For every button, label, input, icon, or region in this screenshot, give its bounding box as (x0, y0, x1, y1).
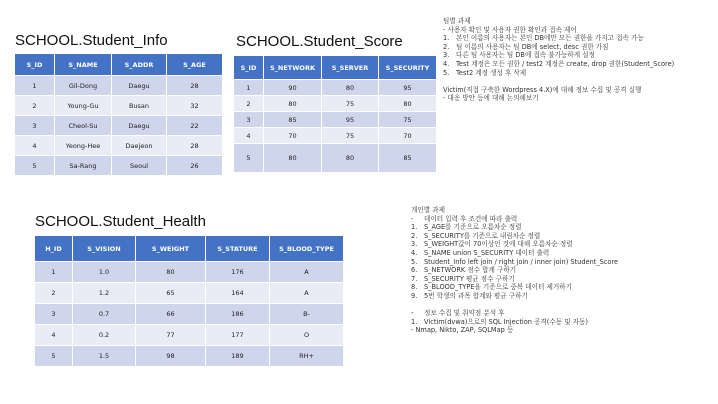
table-cell: 80 (322, 144, 379, 173)
column-header: S_VISION (73, 236, 136, 262)
list-item-text: S_SECURITY 평균 점수 구하기 (424, 274, 515, 283)
spacer-line (411, 301, 618, 310)
list-item-text: Victim(dvwa)으로의 SQL Injection 공격(수동 및 자동) (424, 317, 588, 326)
table-cell: Seoul (112, 156, 167, 176)
table-cell: 4 (35, 325, 73, 346)
table-cell: 65 (136, 283, 206, 304)
list-item (411, 215, 618, 224)
table-cell: 1.2 (73, 283, 136, 304)
table-cell: 75 (322, 128, 379, 144)
table-row (35, 304, 344, 325)
list-item-text: 데이터 입력 후 조건에 따라 출력 (424, 214, 518, 223)
column-header: S_BLOOD_TYPE (270, 236, 344, 262)
table-cell: Yeong-Hee (55, 136, 112, 156)
list-item (411, 292, 618, 301)
table-row (35, 346, 344, 367)
list-item-number: 3. (411, 240, 418, 249)
table-row (234, 128, 437, 144)
list-item-text: 팀 이름의 사용자는 팀 DB에 select, desc 권한 가짐 (456, 42, 609, 51)
list-item (443, 60, 674, 69)
table-cell: 0.2 (73, 325, 136, 346)
list-item (411, 240, 618, 249)
list-item-number: 3. (443, 51, 450, 60)
table-cell: 95 (379, 80, 437, 96)
table-row (15, 116, 223, 136)
table-row (35, 325, 344, 346)
table-cell: 3 (35, 304, 73, 325)
list-item (411, 309, 618, 318)
table-cell: 3 (234, 112, 264, 128)
list-item (443, 94, 674, 103)
list-item-number: 2. (411, 231, 418, 240)
list-item (411, 283, 618, 292)
table-cell: 80 (136, 262, 206, 283)
table-cell: 32 (167, 96, 223, 116)
table-cell: 98 (136, 346, 206, 367)
column-header: S_AGE (167, 54, 223, 76)
list-item-text: S_BLOOD_TYPE을 기준으로 중복 데이터 제거하기 (424, 283, 572, 292)
list-item-text: S_NETWORK 점수 합계 구하기 (424, 266, 517, 275)
student-health-title: SCHOOL.Student_Health (35, 213, 206, 230)
list-item-text: Student_Info left join / right join / inner join) Student_Score (424, 257, 619, 266)
table-cell: Daegu (112, 76, 167, 96)
student-info-title: SCHOOL.Student_Info (15, 32, 168, 49)
list-item-text: S_SECURITY를 기준으로 내림차순 정렬 (424, 231, 541, 240)
table-cell: 0.7 (73, 304, 136, 325)
table-cell: 22 (167, 116, 223, 136)
table-cell: 3 (15, 116, 55, 136)
column-header: S_SECURITY (379, 56, 437, 80)
table-cell: A (270, 283, 344, 304)
table-row (15, 136, 223, 156)
individual-task-notes (411, 206, 618, 335)
table-cell: 189 (206, 346, 270, 367)
column-header: S_NETWORK (264, 56, 322, 80)
table-row (35, 262, 344, 283)
table-cell: 70 (379, 128, 437, 144)
table-cell: 176 (206, 262, 270, 283)
table-cell: 80 (264, 144, 322, 173)
table-cell: 85 (379, 144, 437, 173)
list-item-text: 본인 이름의 사용자는 본인 DB에만 모든 권한을 가지고 접속 가능 (456, 34, 644, 43)
list-item-text: Victim(직접 구축한 Wordpress 4.X)에 대해 정보 수집 및 공격 실행 (443, 85, 642, 94)
table-cell: Daegu (112, 116, 167, 136)
table-cell: Cheol-Su (55, 116, 112, 136)
list-item-text: - 사용자 확인 및 사용자 권한 확인과 접속 제어 (443, 25, 577, 34)
table-row (15, 96, 223, 116)
list-item-text: 5번 학생의 과목 합계와 평균 구하기 (424, 291, 528, 300)
table-cell: 77 (136, 325, 206, 346)
table-cell: 5 (15, 156, 55, 176)
table-cell: 70 (264, 128, 322, 144)
table-cell: 95 (322, 112, 379, 128)
table-cell: 1 (15, 76, 55, 96)
list-item (443, 26, 674, 35)
table-cell: 186 (206, 304, 270, 325)
list-item-number: 4. (443, 59, 450, 68)
column-header: S_ID (15, 54, 55, 76)
list-item (443, 34, 674, 43)
table-cell: 4 (15, 136, 55, 156)
table-cell: 2 (15, 96, 55, 116)
table-cell: 1 (35, 262, 73, 283)
column-header: S_STATURE (206, 236, 270, 262)
table-cell: 2 (35, 283, 73, 304)
list-item-number: 6. (411, 266, 418, 275)
individual-task-heading: 개인별 과제 (411, 206, 445, 214)
list-item-text: 정보 수집 및 취약점 분석 후 (424, 309, 505, 318)
spacer-line (443, 77, 674, 86)
table-cell: 5 (35, 346, 73, 367)
table-cell: 164 (206, 283, 270, 304)
column-header: S_NAME (55, 54, 112, 76)
column-header: S_ID (234, 56, 264, 80)
list-item-text: 다른 팀 사용자는 팀 DB에 접속 불가능하게 설정 (456, 51, 595, 60)
table-cell: 28 (167, 76, 223, 96)
student-info-table (14, 53, 223, 176)
list-item (411, 318, 618, 327)
list-item-text: - Nmap, Nikto, ZAP, SQLMap 등 (411, 326, 514, 335)
table-row (234, 112, 437, 128)
column-header: S_ADDR (112, 54, 167, 76)
table-cell: 4 (234, 128, 264, 144)
column-header: S_SERVER (322, 56, 379, 80)
table-cell: 66 (136, 304, 206, 325)
list-item-number: 7. (411, 274, 418, 283)
table-cell: 75 (322, 96, 379, 112)
column-header: S_WEIGHT (136, 236, 206, 262)
table-cell: RH+ (270, 346, 344, 367)
list-item (443, 51, 674, 60)
table-cell: 80 (322, 80, 379, 96)
list-item (411, 223, 618, 232)
list-item-number: 5. (411, 257, 418, 266)
list-item-number: - (411, 309, 414, 318)
list-item-number: 1. (443, 34, 450, 43)
student-score-title: SCHOOL.Student_Score (236, 33, 403, 50)
list-item-text: S_AGE를 기준으로 오름차순 정렬 (424, 223, 522, 232)
list-item-number: 2. (443, 42, 450, 51)
list-item-number: 1. (411, 317, 418, 326)
table-cell: 1.5 (73, 346, 136, 367)
table-cell: 75 (379, 112, 437, 128)
table-cell: O (270, 325, 344, 346)
list-item (411, 326, 618, 335)
table-cell: Sa-Rang (55, 156, 112, 176)
table-cell: 80 (264, 96, 322, 112)
table-cell: Busan (112, 96, 167, 116)
table-row (35, 283, 344, 304)
list-item-text: Test2 계정 생성 후 삭제 (456, 68, 527, 77)
list-item-number: 4. (411, 248, 418, 257)
list-item-number: 8. (411, 283, 418, 292)
table-cell: 2 (234, 96, 264, 112)
list-item-text: - 대응 방안 등에 대해 논의해보기 (443, 94, 539, 103)
table-cell: 177 (206, 325, 270, 346)
list-item (411, 266, 618, 275)
table-cell: Daejeon (112, 136, 167, 156)
list-item-number: 1. (411, 223, 418, 232)
list-item-text: S_NAME union S_SECURITY 데이터 출력 (424, 248, 550, 257)
list-item-text: Test 계정은 모든 권한 / test2 계정은 create, drop 권한(Student_Score) (456, 59, 675, 68)
table-row (234, 80, 437, 96)
table-cell: 80 (379, 96, 437, 112)
table-cell: 1.0 (73, 262, 136, 283)
table-row (234, 144, 437, 173)
table-cell: 28 (167, 136, 223, 156)
table-row (15, 76, 223, 96)
column-header: H_ID (35, 236, 73, 262)
list-item (443, 69, 674, 78)
list-item-number: 5. (443, 68, 450, 77)
table-cell: 5 (234, 144, 264, 173)
table-cell: 26 (167, 156, 223, 176)
list-item-text: S_WEIGHT값이 70이상인 것에 대해 오름차순 정렬 (424, 240, 573, 249)
team-task-notes (443, 17, 674, 103)
list-item (411, 258, 618, 267)
list-item-number: 9. (411, 291, 418, 300)
table-cell: 1 (234, 80, 264, 96)
table-cell: B- (270, 304, 344, 325)
table-row (234, 96, 437, 112)
table-cell: A (270, 262, 344, 283)
student-health-table (34, 235, 344, 367)
table-row (15, 156, 223, 176)
team-task-heading: 팀별 과제 (443, 17, 471, 25)
table-cell: 90 (264, 80, 322, 96)
list-item-number: - (411, 214, 414, 223)
table-cell: 85 (264, 112, 322, 128)
table-cell: Young-Gu (55, 96, 112, 116)
student-score-table (233, 55, 437, 173)
table-cell: Gil-Dong (55, 76, 112, 96)
list-item (411, 249, 618, 258)
